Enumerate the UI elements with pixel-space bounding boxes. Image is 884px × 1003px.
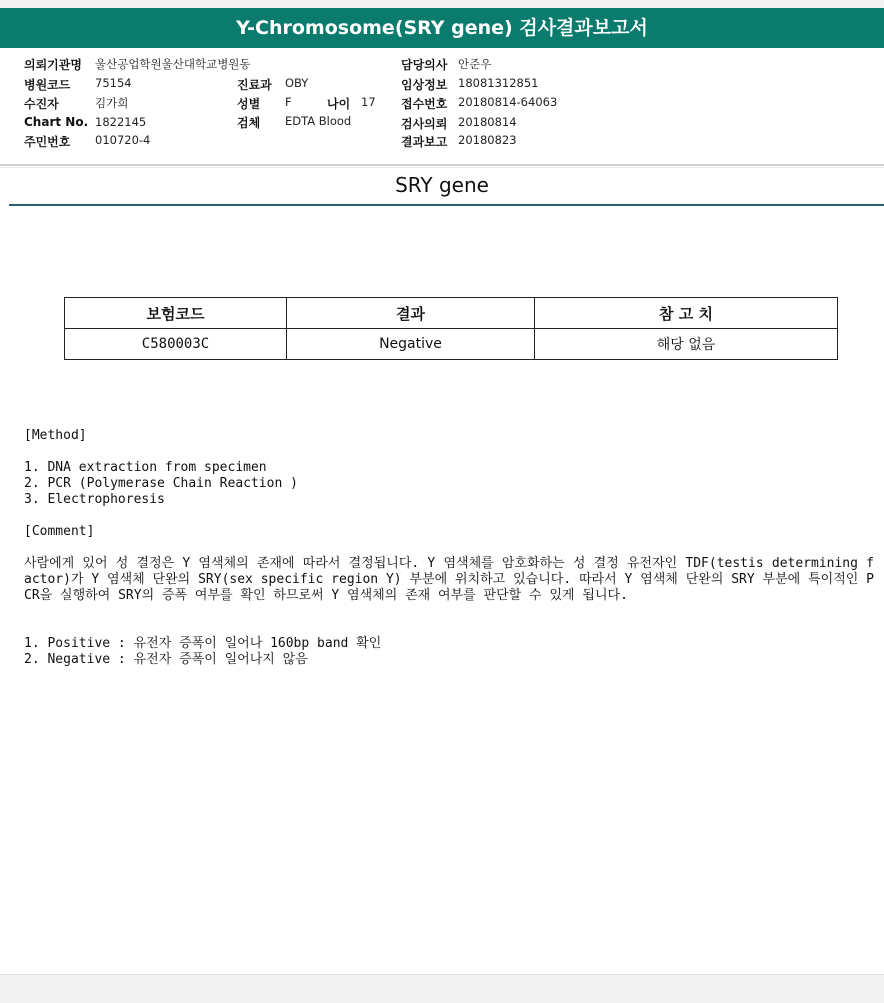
comment-heading: [Comment] [24, 524, 95, 539]
insurance-code-cell: C580003C [65, 329, 287, 360]
top-edge [0, 0, 884, 8]
comment-item: 1. Positive : 유전자 증폭이 일어나 160bp band 확인 [24, 636, 382, 651]
specimen-label: 검체 [237, 116, 261, 130]
reference-cell: 해당 없음 [535, 329, 838, 360]
age-label: 나이 [327, 97, 351, 111]
sex-label: 성별 [237, 97, 261, 111]
receipt-label: 접수번호 [401, 97, 448, 111]
footer-bar [0, 974, 884, 1003]
chart-label: Chart No. [24, 115, 89, 129]
request-value: 20180814 [458, 115, 517, 129]
section-title: SRY gene [395, 173, 489, 197]
receiver-value: 김가희 [95, 96, 129, 110]
resident-value: 010720-4 [95, 133, 151, 147]
request-label: 검사의뢰 [401, 117, 448, 131]
hospital-code-label: 병원코드 [24, 78, 71, 92]
column-header: 결과 [287, 298, 535, 329]
age-value: 17 [361, 95, 376, 109]
method-item: 1. DNA extraction from specimen [24, 460, 267, 475]
institution-label: 의뢰기관명 [24, 58, 82, 72]
doctor-label: 담당의사 [401, 58, 448, 72]
method-heading: [Method] [24, 428, 87, 443]
clinical-value: 18081312851 [458, 76, 539, 90]
report-title: Y-Chromosome(SRY gene) 검사결과보고서 [0, 8, 884, 48]
sex-value: F [285, 95, 292, 109]
institution-value: 울산공업학원울산대학교병원동 [95, 57, 251, 71]
comment-paragraph: 사람에게 있어 성 결정은 Y 염색체의 존재에 따라서 결정됩니다. Y 염색체를 암호화하는 성 결정 유전자인 TDF(testis determining factor)가 Y 염색체 단완의 SRY(sex specific region Y) 부분에 위치하고 있습니다. 따라서 Y 염색체 단완의 SRY 부분에 특이적인 PCR을 실행하여 SRY의 증폭 여부를 확인 하므로써 Y 염색체의 존재 여부를 판단할 수 있게 됩니다. [24, 556, 874, 603]
receiver-label: 수진자 [24, 97, 59, 111]
comment-item: 2. Negative : 유전자 증폭이 일어나지 않음 [24, 652, 308, 667]
chart-value: 1822145 [95, 115, 147, 129]
divider [0, 167, 884, 168]
specimen-value: EDTA Blood [285, 114, 352, 128]
report-label: 결과보고 [401, 135, 448, 149]
column-header: 보험코드 [65, 298, 287, 329]
result-table [64, 297, 838, 360]
dept-value: OBY [285, 76, 309, 90]
dept-label: 진료과 [237, 78, 272, 92]
table-header-row [65, 298, 838, 329]
method-item: 2. PCR (Polymerase Chain Reaction ) [24, 476, 298, 491]
table-row [65, 329, 838, 360]
result-cell: Negative [287, 329, 535, 360]
receipt-value: 20180814-64063 [458, 95, 558, 109]
column-header: 참 고 치 [535, 298, 838, 329]
divider [0, 164, 884, 166]
method-item: 3. Electrophoresis [24, 492, 165, 507]
clinical-label: 임상정보 [401, 78, 448, 92]
report-value: 20180823 [458, 133, 517, 147]
title-underline [9, 204, 884, 206]
hospital-code-value: 75154 [95, 76, 132, 90]
resident-label: 주민번호 [24, 135, 71, 149]
patient-info [0, 50, 884, 164]
doctor-value: 안준우 [458, 57, 492, 71]
